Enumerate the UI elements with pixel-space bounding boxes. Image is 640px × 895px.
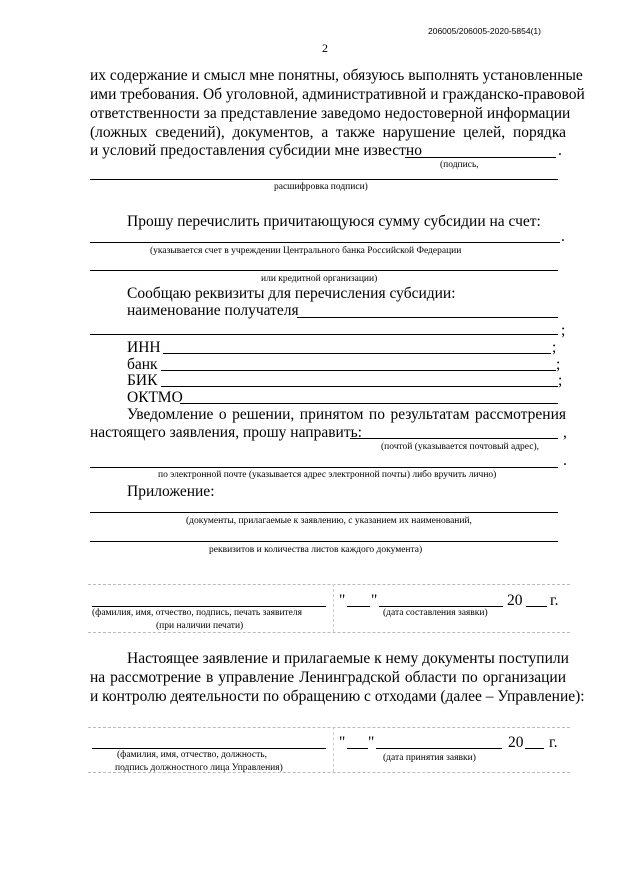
recipient-separator: ; [561,322,566,339]
bank-separator: ; [556,356,561,373]
signature-decoding-line[interactable] [90,179,558,180]
hint-applicant-2: (при наличии печати) [156,621,244,631]
notification-line-1: Уведомление о решении, принятом по результатам рассмотрения [127,406,566,423]
applicant-day-field[interactable] [347,606,370,607]
recipient-field[interactable] [297,317,558,318]
inn-separator: ; [552,339,557,356]
hint-postal: (почтой (указывается почтовый адрес), [381,442,540,452]
bank-label: банк [127,356,158,373]
table2-border-top [88,727,570,728]
intro-line-2: ими требования. Об уголовной, административной и гражданско-правовой [90,86,585,103]
oktmo-field[interactable] [180,403,558,404]
hint-attachment-2: реквизитов и количества листов каждого документа) [209,545,423,555]
hint-account-1: (указывается счет в учреждении Центрального банка Российской Федерации [150,246,462,256]
bank-field[interactable] [161,370,556,371]
received-line-1: Настоящее заявление и прилагаемые к нему документы поступили [127,650,569,667]
intro-line-4: (ложных сведений), документов, а также нарушение целей, порядка [90,124,566,141]
hint-attachment-1: (документы, прилагаемые к заявлению, с указанием их наименований, [186,516,472,526]
notification-line-2: настоящего заявления, прошу направить: [90,424,362,441]
received-line-3: и контролю деятельности по обращению с отходами (далее – Управление): [90,688,585,705]
table-border-top [88,584,570,585]
hint-signature-decoding: расшифровка подписи) [274,182,368,192]
hint-applicant-1: (фамилия, имя, отчество, подпись, печать заявителя [92,608,303,618]
attachment-line-1[interactable] [90,512,558,513]
official-month-field[interactable] [376,748,502,749]
bik-separator: ; [558,372,563,389]
email-field[interactable] [90,467,558,468]
table-divider [333,584,334,632]
year-prefix: 20 [507,592,523,609]
signature-line[interactable] [405,157,556,158]
hint-official-2: подпись должностного лица Управления) [115,763,283,773]
intro-line-1: их содержание и смысл мне понятны, обязуюсь выполнять установленные [90,67,583,84]
bik-label: БИК [127,372,158,389]
quote2-open: " [339,734,346,751]
intro-line-3: ответственности за представление заведомо недостоверной информации [90,105,571,122]
requisites-title: Сообщаю реквизиты для перечисления субсидии: [127,285,456,302]
quote-close: " [371,592,378,609]
hint-official-1: (фамилия, имя, отчество, должность, [117,750,267,760]
hint-official-date: (дата принятия заявки) [383,753,476,763]
quote2-close: " [368,734,375,751]
applicant-signature-field[interactable] [92,606,326,607]
notification-comma: , [563,424,567,441]
inn-label: ИНН [127,339,161,356]
table-border-bottom [88,632,570,633]
notification-period: . [563,452,567,469]
account-request: Прошу перечислить причитающуюся сумму субсидии на счет: [127,213,541,230]
applicant-month-field[interactable] [379,606,503,607]
account-line-1[interactable] [90,242,560,243]
table2-divider [333,727,334,772]
intro-period: . [558,142,562,159]
hint-signature: (подпись, [440,160,479,170]
official-day-field[interactable] [347,748,368,749]
attachment-line-2[interactable] [90,541,558,542]
attachment-title: Приложение: [127,483,215,500]
hint-email: по электронной почте (указывается адрес электронной почты) либо вручить лично) [158,470,497,480]
account-period: . [561,228,565,245]
intro-line-5: и условий предоставления субсидии мне известно [90,142,422,159]
hint-applicant-date: (дата составления заявки) [383,608,488,618]
year2-prefix: 20 [508,734,524,751]
applicant-year-field[interactable] [526,606,547,607]
account-line-2[interactable] [90,270,558,271]
official-year-field[interactable] [525,748,544,749]
page-number: 2 [322,41,328,55]
year-suffix: г. [550,592,559,609]
recipient-field-2[interactable] [90,334,558,335]
official-signature-field[interactable] [92,748,326,749]
oktmo-label: ОКТМО [127,389,183,406]
bik-field[interactable] [161,386,558,387]
postal-address-field[interactable] [350,438,558,439]
document-id: 206005/206005-2020-5854(1) [428,26,541,36]
year2-suffix: г. [549,734,558,751]
recipient-label: наименование получателя [127,302,299,319]
received-line-2: на рассмотрение в управление Ленинградской области по организации [90,669,566,686]
hint-account-2: или кредитной организации) [261,274,378,284]
inn-field[interactable] [163,353,551,354]
quote-open: " [339,592,346,609]
